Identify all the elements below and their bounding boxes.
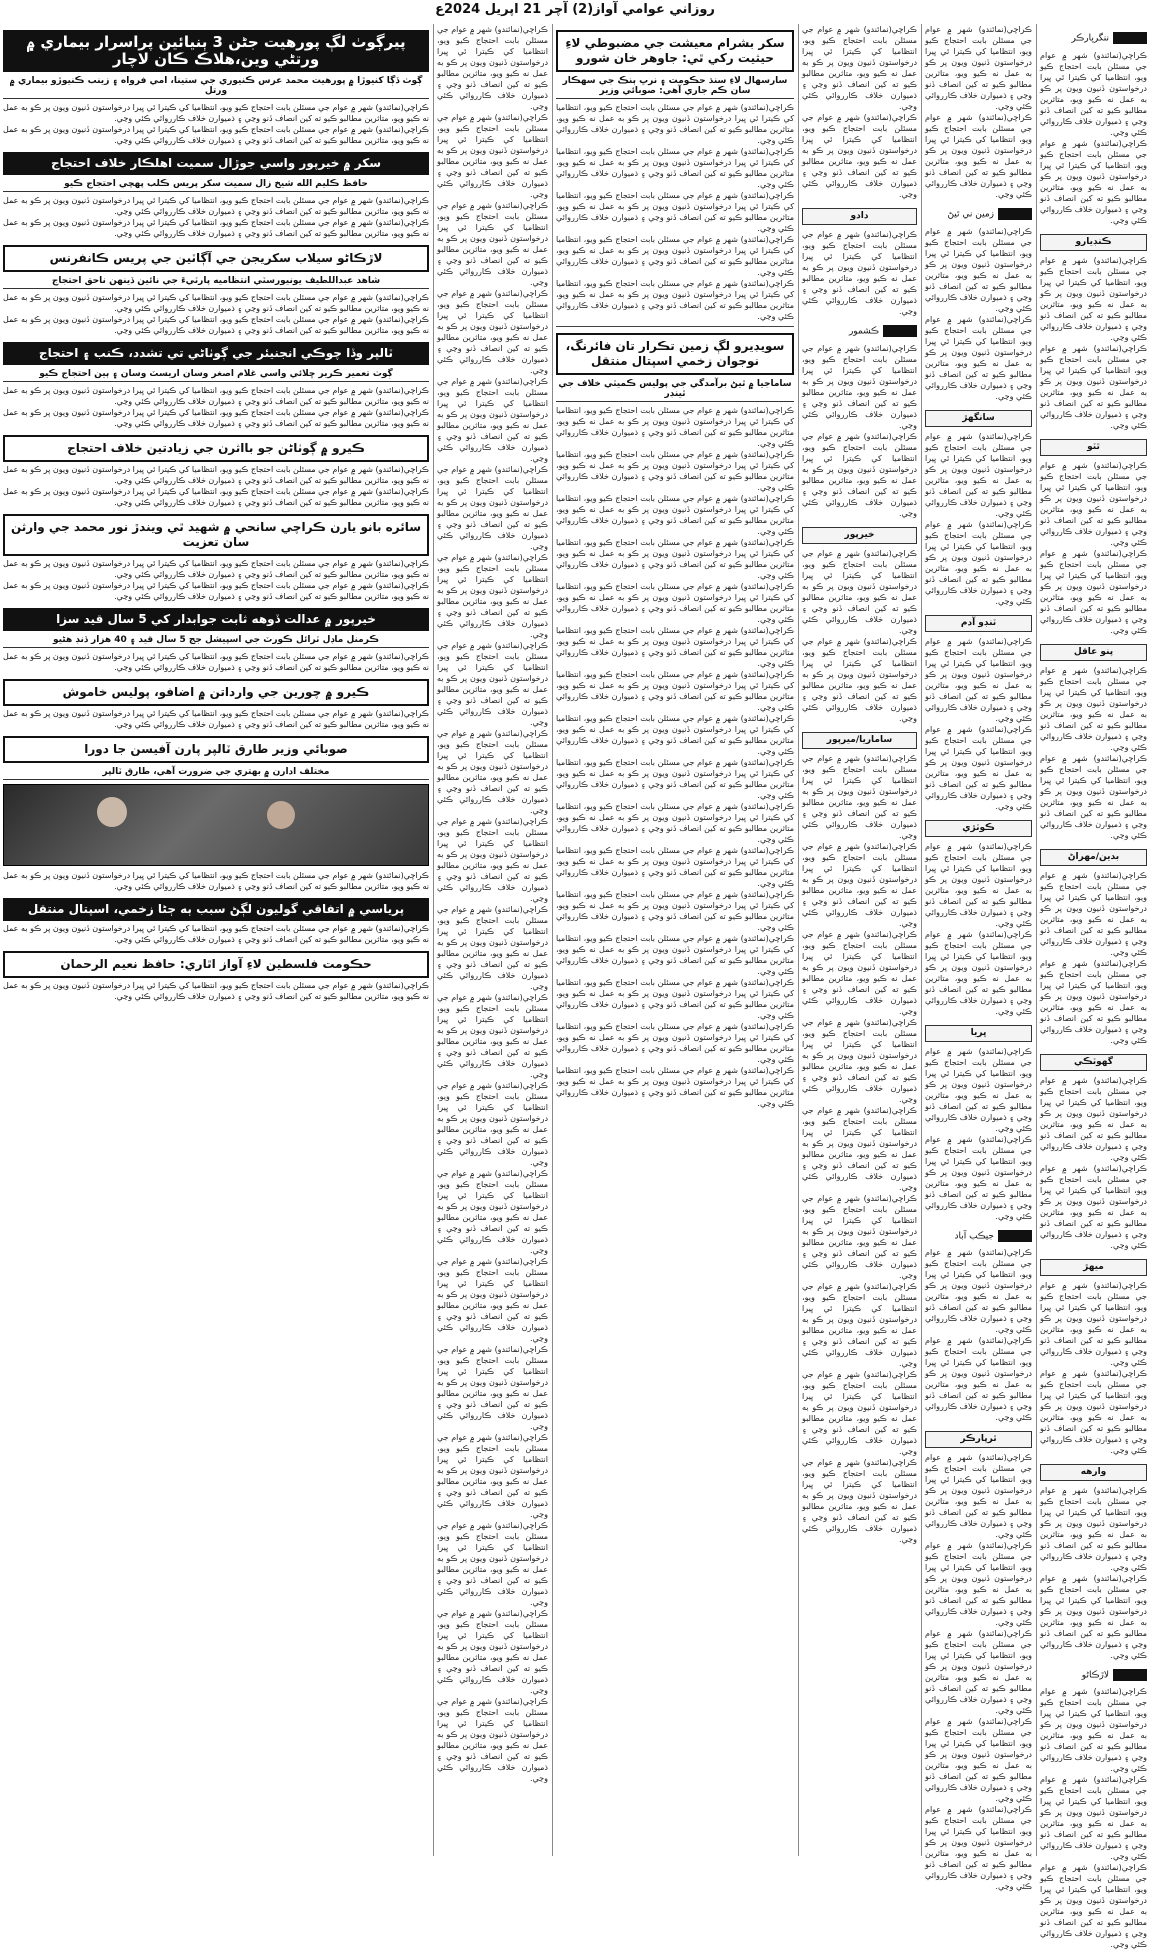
column-left [0,24,432,1856]
article-text: ڪراچي(نمائندو) شهر ۾ عوام جي مسئلن بابت احتجاج ڪيو ويو، انتظاميا کي ڪيترا ئي ڀيرا درخواستون ڏنيون ويون پر ڪو به عمل نه ڪيو ويو، متاثرين مطالبو ڪيو ته کين انصاف ڏنو وڃي ۽ ذميوارن خلاف ڪارروائي ڪئي وڃي. [925,1336,1032,1422]
headline: پرياسي ۾ اتفاقي گوليون لڳڻ سبب ٻه ڄڻا زخمي، اسپتال منتقل [3,898,429,921]
article-text: ڪراچي(نمائندو) شهر ۾ عوام جي مسئلن بابت احتجاج ڪيو ويو، انتظاميا کي ڪيترا ئي ڀيرا درخواستون ڏنيون ويون پر ڪو به عمل نه ڪيو ويو، متاثرين مطالبو ڪيو ته کين انصاف ڏنو وڃي ۽ ذميوارن خلاف ڪارروائي ڪئي وڃي. [1040,343,1147,430]
article-text: ڪراچي(نمائندو) شهر ۾ عوام جي مسئلن بابت احتجاج ڪيو ويو، انتظاميا کي ڪيترا ئي ڀيرا درخواستون ڏنيون ويون پر ڪو به عمل نه ڪيو ويو، متاثرين مطالبو ڪيو ته کين انصاف ڏنو وڃي ۽ ذميوارن خلاف ڪارروائي ڪئي وڃي. [1040,1573,1147,1660]
article-text: ڪراچي(نمائندو) شهر ۾ عوام جي مسئلن بابت احتجاج ڪيو ويو، انتظاميا کي ڪيترا ئي ڀيرا درخواستون ڏنيون ويون پر ڪو به عمل نه ڪيو ويو، متاثرين مطالبو ڪيو ته کين انصاف ڏنو وڃي ۽ ذميوارن خلاف ڪارروائي ڪئي وڃي. [1040,1863,1147,1949]
article-text: ڪراچي(نمائندو) شهر ۾ عوام جي مسئلن بابت احتجاج ڪيو ويو، انتظاميا کي ڪيترا ئي ڀيرا درخواستون ڏنيون ويون پر ڪو به عمل نه ڪيو ويو، متاثرين مطالبو ڪيو ته کين انصاف ڏنو وڃي ۽ ذميوارن خلاف ڪارروائي ڪئي وڃي. [3,408,429,428]
article-text: ڪراچي(نمائندو) شهر ۾ عوام جي مسئلن بابت احتجاج ڪيو ويو، انتظاميا کي ڪيترا ئي ڀيرا درخواستون ڏنيون ويون پر ڪو به عمل نه ڪيو ويو، متاثرين مطالبو ڪيو ته کين انصاف ڏنو وڃي ۽ ذميوارن خلاف ڪارروائي ڪئي وڃي. [1040,138,1147,225]
article-text: ڪراچي(نمائندو) شهر ۾ عوام جي مسئلن بابت احتجاج ڪيو ويو، انتظاميا کي ڪيترا ئي ڀيرا درخواستون ڏنيون ويون پر ڪو به عمل نه ڪيو ويو، متاثرين مطالبو ڪيو ته کين انصاف ڏنو وڃي ۽ ذميوارن خلاف ڪارروائي ڪئي وڃي. [802,753,917,840]
article-text: ڪراچي(نمائندو) شهر ۾ عوام جي مسئلن بابت احتجاج ڪيو ويو، انتظاميا کي ڪيترا ئي ڀيرا درخواستون ڏنيون ويون پر ڪو به عمل نه ڪيو ويو، متاثرين مطالبو ڪيو ته کين انصاف ڏنو وڃي ۽ ذميوارن خلاف ڪارروائي ڪئي وڃي. [925,636,1032,723]
article-text: ڪراچي(نمائندو) شهر ۾ عوام جي مسئلن بابت احتجاج ڪيو ويو، انتظاميا کي ڪيترا ئي ڀيرا درخواستون ڏنيون ويون پر ڪو به عمل نه ڪيو ويو، متاثرين مطالبو ڪيو ته کين انصاف ڏنو وڃي ۽ ذميوارن خلاف ڪارروائي ڪئي وڃي. [437,553,548,639]
section-tag: ڪنڊيارو [1040,234,1147,251]
article-text: ڪراچي(نمائندو) شهر ۾ عوام جي مسئلن بابت احتجاج ڪيو ويو، انتظاميا کي ڪيترا ئي ڀيرا درخواستون ڏنيون ويون پر ڪو به عمل نه ڪيو ويو، متاثرين مطالبو ڪيو ته کين انصاف ڏنو وڃي ۽ ذميوارن خلاف ڪارروائي ڪئي وڃي. [1040,753,1147,840]
article-text: ڪراچي(نمائندو) شهر ۾ عوام جي مسئلن بابت احتجاج ڪيو ويو، انتظاميا کي ڪيترا ئي ڀيرا درخواستون ڏنيون ويون پر ڪو به عمل نه ڪيو ويو، متاثرين مطالبو ڪيو ته کين انصاف ڏنو وڃي ۽ ذميوارن خلاف ڪارروائي ڪئي وڃي. [3,924,429,944]
column-5 [433,24,551,1856]
article-text: ڪراچي(نمائندو) شهر ۾ عوام جي مسئلن بابت احتجاج ڪيو ويو، انتظاميا کي ڪيترا ئي ڀيرا درخواستون ڏنيون ويون پر ڪو به عمل نه ڪيو ويو، متاثرين مطالبو ڪيو ته کين انصاف ڏنو وڃي ۽ ذميوارن خلاف ڪارروائي ڪئي وڃي. [437,113,548,199]
headline: ٽالپر وڏا چوڪي انجنيئر جي ڳوٺاڻي تي تشدد، ڪنب ۽ احتجاج [3,342,429,365]
article-text: ڪراچي(نمائندو) شهر ۾ عوام جي مسئلن بابت احتجاج ڪيو ويو، انتظاميا کي ڪيترا ئي ڀيرا درخواستون ڏنيون ويون پر ڪو به عمل نه ڪيو ويو، متاثرين مطالبو ڪيو ته کين انصاف ڏنو وڃي ۽ ذميوارن خلاف ڪارروائي ڪئي وڃي. [437,201,548,287]
article-text: ڪراچي(نمائندو) شهر ۾ عوام جي مسئلن بابت احتجاج ڪيو ويو، انتظاميا کي ڪيترا ئي ڀيرا درخواستون ڏنيون ويون پر ڪو به عمل نه ڪيو ويو، متاثرين مطالبو ڪيو ته کين انصاف ڏنو وڃي ۽ ذميوارن خلاف ڪارروائي ڪئي وڃي. [3,487,429,507]
subheadline: ڪرمنل ماڊل ٽرائل ڪورٽ جي اسپيشل جج 5 سال قيد ۽ 40 هزار ڏنڊ هڻيو [3,633,429,648]
column-2 [921,24,1035,1891]
section-tag: ننگرپارڪر [1040,32,1147,46]
article-text: ڪراچي(نمائندو) شهر ۾ عوام جي مسئلن بابت احتجاج ڪيو ويو، انتظاميا کي ڪيترا ئي ڀيرا درخواستون ڏنيون ويون پر ڪو به عمل نه ڪيو ويو، متاثرين مطالبو ڪيو ته کين انصاف ڏنو وڃي ۽ ذميوارن خلاف ڪارروائي ڪئي وڃي. [1040,870,1147,957]
column-1 [1036,24,1150,1949]
column-3 [798,24,920,1856]
article-text: ڪراچي(نمائندو) شهر ۾ عوام جي مسئلن بابت احتجاج ڪيو ويو، انتظاميا کي ڪيترا ئي ڀيرا درخواستون ڏنيون ويون پر ڪو به عمل نه ڪيو ويو، متاثرين مطالبو ڪيو ته کين انصاف ڏنو وڃي ۽ ذميوارن خلاف ڪارروائي ڪئي وڃي. [556,714,794,756]
subheadline: سارسهال لاءِ سنڌ حڪومت ۽ نرڀ ٻنڪ جي سهڪار سان ڪم جاري آهي: صوبائي وزير [556,74,794,99]
article-text: ڪراچي(نمائندو) شهر ۾ عوام جي مسئلن بابت احتجاج ڪيو ويو، انتظاميا کي ڪيترا ئي ڀيرا درخواستون ڏنيون ويون پر ڪو به عمل نه ڪيو ويو، متاثرين مطالبو ڪيو ته کين انصاف ڏنو وڃي ۽ ذميوارن خلاف ڪارروائي ڪئي وڃي. [925,1717,1032,1803]
article-text: ڪراچي(نمائندو) شهر ۾ عوام جي مسئلن بابت احتجاج ڪيو ويو، انتظاميا کي ڪيترا ئي ڀيرا درخواستون ڏنيون ويون پر ڪو به عمل نه ڪيو ويو، متاثرين مطالبو ڪيو ته کين انصاف ڏنو وڃي ۽ ذميوارن خلاف ڪارروائي ڪئي وڃي. [3,293,429,313]
article-text: ڪراچي(نمائندو) شهر ۾ عوام جي مسئلن بابت احتجاج ڪيو ويو، انتظاميا کي ڪيترا ئي ڀيرا درخواستون ڏنيون ويون پر ڪو به عمل نه ڪيو ويو، متاثرين مطالبو ڪيو ته کين انصاف ڏنو وڃي ۽ ذميوارن خلاف ڪارروائي ڪئي وڃي. [1040,1163,1147,1250]
article-text: ڪراچي(نمائندو) شهر ۾ عوام جي مسئلن بابت احتجاج ڪيو ويو، انتظاميا کي ڪيترا ئي ڀيرا درخواستون ڏنيون ويون پر ڪو به عمل نه ڪيو ويو، متاثرين مطالبو ڪيو ته کين انصاف ڏنو وڃي ۽ ذميوارن خلاف ڪارروائي ڪئي وڃي. [437,1257,548,1343]
section-tag: ميهڙ [1040,1259,1147,1276]
article-text: ڪراچي(نمائندو) شهر ۾ عوام جي مسئلن بابت احتجاج ڪيو ويو، انتظاميا کي ڪيترا ئي ڀيرا درخواستون ڏنيون ويون پر ڪو به عمل نه ڪيو ويو، متاثرين مطالبو ڪيو ته کين انصاف ڏنو وڃي ۽ ذميوارن خلاف ڪارروائي ڪئي وڃي. [437,1345,548,1431]
article-text: ڪراچي(نمائندو) شهر ۾ عوام جي مسئلن بابت احتجاج ڪيو ويو، انتظاميا کي ڪيترا ئي ڀيرا درخواستون ڏنيون ويون پر ڪو به عمل نه ڪيو ويو، متاثرين مطالبو ڪيو ته کين انصاف ڏنو وڃي ۽ ذميوارن خلاف ڪارروائي ڪئي وڃي. [437,729,548,815]
article-text: ڪراچي(نمائندو) شهر ۾ عوام جي مسئلن بابت احتجاج ڪيو ويو، انتظاميا کي ڪيترا ئي ڀيرا درخواستون ڏنيون ويون پر ڪو به عمل نه ڪيو ويو، متاثرين مطالبو ڪيو ته کين انصاف ڏنو وڃي ۽ ذميوارن خلاف ڪارروائي ڪئي وڃي. [556,802,794,844]
article-text: ڪراچي(نمائندو) شهر ۾ عوام جي مسئلن بابت احتجاج ڪيو ويو، انتظاميا کي ڪيترا ئي ڀيرا درخواستون ڏنيون ويون پر ڪو به عمل نه ڪيو ويو، متاثرين مطالبو ڪيو ته کين انصاف ڏنو وڃي ۽ ذميوارن خلاف ڪارروائي ڪئي وڃي. [556,450,794,492]
column-4 [552,24,797,1856]
article-text: ڪراچي(نمائندو) شهر ۾ عوام جي مسئلن بابت احتجاج ڪيو ويو، انتظاميا کي ڪيترا ئي ڀيرا درخواستون ڏنيون ويون پر ڪو به عمل نه ڪيو ويو، متاثرين مطالبو ڪيو ته کين انصاف ڏنو وڃي ۽ ذميوارن خلاف ڪارروائي ڪئي وڃي. [925,1134,1032,1221]
section-tag: گهوٽڪي [1040,1054,1147,1071]
article-text: ڪراچي(نمائندو) شهر ۾ عوام جي مسئلن بابت احتجاج ڪيو ويو، انتظاميا کي ڪيترا ئي ڀيرا درخواستون ڏنيون ويون پر ڪو به عمل نه ڪيو ويو، متاثرين مطالبو ڪيو ته کين انصاف ڏنو وڃي ۽ ذميوارن خلاف ڪارروائي ڪئي وڃي. [556,147,794,189]
article-text: ڪراچي(نمائندو) شهر ۾ عوام جي مسئلن بابت احتجاج ڪيو ويو، انتظاميا کي ڪيترا ئي ڀيرا درخواستون ڏنيون ويون پر ڪو به عمل نه ڪيو ويو، متاثرين مطالبو ڪيو ته کين انصاف ڏنو وڃي ۽ ذميوارن خلاف ڪارروائي ڪئي وڃي. [3,465,429,485]
article-text: ڪراچي(نمائندو) شهر ۾ عوام جي مسئلن بابت احتجاج ڪيو ويو، انتظاميا کي ڪيترا ئي ڀيرا درخواستون ڏنيون ويون پر ڪو به عمل نه ڪيو ويو، متاثرين مطالبو ڪيو ته کين انصاف ڏنو وڃي ۽ ذميوارن خلاف ڪارروائي ڪئي وڃي. [437,993,548,1079]
article-text: ڪراچي(نمائندو) شهر ۾ عوام جي مسئلن بابت احتجاج ڪيو ويو، انتظاميا کي ڪيترا ئي ڀيرا درخواستون ڏنيون ويون پر ڪو به عمل نه ڪيو ويو، متاثرين مطالبو ڪيو ته کين انصاف ڏنو وڃي ۽ ذميوارن خلاف ڪارروائي ڪئي وڃي. [556,406,794,448]
article-text: ڪراچي(نمائندو) شهر ۾ عوام جي مسئلن بابت احتجاج ڪيو ويو، انتظاميا کي ڪيترا ئي ڀيرا درخواستون ڏنيون ويون پر ڪو به عمل نه ڪيو ويو، متاثرين مطالبو ڪيو ته کين انصاف ڏنو وڃي ۽ ذميوارن خلاف ڪارروائي ڪئي وڃي. [3,386,429,406]
section-tag: ٿرپارڪر [925,1431,1032,1448]
subheadline: ساماجيا ۾ ٿيڻ برآمدگي جي پوليس ڪميٽي خلاف جي ٿينڊر [556,377,794,402]
article-text: ڪراچي(نمائندو) شهر ۾ عوام جي مسئلن بابت احتجاج ڪيو ويو، انتظاميا کي ڪيترا ئي ڀيرا درخواستون ڏنيون ويون پر ڪو به عمل نه ڪيو ويو، متاثرين مطالبو ڪيو ته کين انصاف ڏنو وڃي ۽ ذميوارن خلاف ڪارروائي ڪئي وڃي. [925,1453,1032,1539]
article-text: ڪراچي(نمائندو) شهر ۾ عوام جي مسئلن بابت احتجاج ڪيو ويو، انتظاميا کي ڪيترا ئي ڀيرا درخواستون ڏنيون ويون پر ڪو به عمل نه ڪيو ويو، متاثرين مطالبو ڪيو ته کين انصاف ڏنو وڃي ۽ ذميوارن خلاف ڪارروائي ڪئي وڃي. [437,465,548,551]
masthead: روزاني عوامي آواز(2) آچر 21 اپريل 2024ع [435,2,715,17]
article-text: ڪراچي(نمائندو) شهر ۾ عوام جي مسئلن بابت احتجاج ڪيو ويو، انتظاميا کي ڪيترا ئي ڀيرا درخواستون ڏنيون ويون پر ڪو به عمل نه ڪيو ويو، متاثرين مطالبو ڪيو ته کين انصاف ڏنو وڃي ۽ ذميوارن خلاف ڪارروائي ڪئي وڃي. [1040,1687,1147,1773]
article-text: ڪراچي(نمائندو) شهر ۾ عوام جي مسئلن بابت احتجاج ڪيو ويو، انتظاميا کي ڪيترا ئي ڀيرا درخواستون ڏنيون ويون پر ڪو به عمل نه ڪيو ويو، متاثرين مطالبو ڪيو ته کين انصاف ڏنو وڃي ۽ ذميوارن خلاف ڪارروائي ڪئي وڃي. [1040,1485,1147,1572]
article-text: ڪراچي(نمائندو) شهر ۾ عوام جي مسئلن بابت احتجاج ڪيو ويو، انتظاميا کي ڪيترا ئي ڀيرا درخواستون ڏنيون ويون پر ڪو به عمل نه ڪيو ويو، متاثرين مطالبو ڪيو ته کين انصاف ڏنو وڃي ۽ ذميوارن خلاف ڪارروائي ڪئي وڃي. [437,1609,548,1695]
article-text: ڪراچي(نمائندو) شهر ۾ عوام جي مسئلن بابت احتجاج ڪيو ويو، انتظاميا کي ڪيترا ئي ڀيرا درخواستون ڏنيون ويون پر ڪو به عمل نه ڪيو ويو، متاثرين مطالبو ڪيو ته کين انصاف ڏنو وڃي ۽ ذميوارن خلاف ڪارروائي ڪئي وڃي. [1040,255,1147,342]
section-tag: سانگھڙ [925,410,1032,427]
article-text: ڪراچي(نمائندو) شهر ۾ عوام جي مسئلن بابت احتجاج ڪيو ويو، انتظاميا کي ڪيترا ئي ڀيرا درخواستون ڏنيون ويون پر ڪو به عمل نه ڪيو ويو، متاثرين مطالبو ڪيو ته کين انصاف ڏنو وڃي ۽ ذميوارن خلاف ڪارروائي ڪئي وڃي. [925,1541,1032,1627]
headline: سکر بشرام معيشت جي مضبوطي لاءِ حيثيت رکي ٿي: جاوهر خان شورو [556,30,794,72]
subheadline: شاهد عبداللطيف يونيورسٽي انتظاميه پارٽيءَ جي نائين ڏينهن ناحق احتجاج [3,274,429,289]
article-text: ڪراچي(نمائندو) شهر ۾ عوام جي مسئلن بابت احتجاج ڪيو ويو، انتظاميا کي ڪيترا ئي ڀيرا درخواستون ڏنيون ويون پر ڪو به عمل نه ڪيو ويو، متاثرين مطالبو ڪيو ته کين انصاف ڏنو وڃي ۽ ذميوارن خلاف ڪارروائي ڪئي وڃي. [925,519,1032,606]
section-tag: دادو [802,208,917,225]
article-text: ڪراچي(نمائندو) شهر ۾ عوام جي مسئلن بابت احتجاج ڪيو ويو، انتظاميا کي ڪيترا ئي ڀيرا درخواستون ڏنيون ويون پر ڪو به عمل نه ڪيو ويو، متاثرين مطالبو ڪيو ته کين انصاف ڏنو وڃي ۽ ذميوارن خلاف ڪارروائي ڪئي وڃي. [556,626,794,668]
article-text: ڪراچي(نمائندو) شهر ۾ عوام جي مسئلن بابت احتجاج ڪيو ويو، انتظاميا کي ڪيترا ئي ڀيرا درخواستون ڏنيون ويون پر ڪو به عمل نه ڪيو ويو، متاثرين مطالبو ڪيو ته کين انصاف ڏنو وڃي ۽ ذميوارن خلاف ڪارروائي ڪئي وڃي. [1040,50,1147,137]
article-text: ڪراچي(نمائندو) شهر ۾ عوام جي مسئلن بابت احتجاج ڪيو ويو، انتظاميا کي ڪيترا ئي ڀيرا درخواستون ڏنيون ويون پر ڪو به عمل نه ڪيو ويو، متاثرين مطالبو ڪيو ته کين انصاف ڏنو وڃي ۽ ذميوارن خلاف ڪارروائي ڪئي وڃي. [556,758,794,800]
article-text: ڪراچي(نمائندو) شهر ۾ عوام جي مسئلن بابت احتجاج ڪيو ويو، انتظاميا کي ڪيترا ئي ڀيرا درخواستون ڏنيون ويون پر ڪو به عمل نه ڪيو ويو، متاثرين مطالبو ڪيو ته کين انصاف ڏنو وڃي ۽ ذميوارن خلاف ڪارروائي ڪئي وڃي. [556,103,794,145]
section-tag: ڪوٽڙي [925,820,1032,837]
article-text: ڪراچي(نمائندو) شهر ۾ عوام جي مسئلن بابت احتجاج ڪيو ويو، انتظاميا کي ڪيترا ئي ڀيرا درخواستون ڏنيون ويون پر ڪو به عمل نه ڪيو ويو، متاثرين مطالبو ڪيو ته کين انصاف ڏنو وڃي ۽ ذميوارن خلاف ڪارروائي ڪئي وڃي. [925,431,1032,518]
article-text: ڪراچي(نمائندو) شهر ۾ عوام جي مسئلن بابت احتجاج ڪيو ويو، انتظاميا کي ڪيترا ئي ڀيرا درخواستون ڏنيون ويون پر ڪو به عمل نه ڪيو ويو، متاثرين مطالبو ڪيو ته کين انصاف ڏنو وڃي ۽ ذميوارن خلاف ڪارروائي ڪئي وڃي. [1040,1775,1147,1861]
article-text: ڪراچي(نمائندو) شهر ۾ عوام جي مسئلن بابت احتجاج ڪيو ويو، انتظاميا کي ڪيترا ئي ڀيرا درخواستون ڏنيون ويون پر ڪو به عمل نه ڪيو ويو، متاثرين مطالبو ڪيو ته کين انصاف ڏنو وڃي ۽ ذميوارن خلاف ڪارروائي ڪئي وڃي. [556,494,794,536]
subheadline: مختلف ادارن ۾ بهتري جي ضرورت آهي، طارق ٽالپر [3,765,429,780]
headline: سويڊيرو لڳ زمين تڪرار تان فائرنگ، نوجوان زخمي اسپتال منتقل [556,333,794,375]
article-text: ڪراچي(نمائندو) شهر ۾ عوام جي مسئلن بابت احتجاج ڪيو ويو، انتظاميا کي ڪيترا ئي ڀيرا درخواستون ڏنيون ويون پر ڪو به عمل نه ڪيو ويو، متاثرين مطالبو ڪيو ته کين انصاف ڏنو وڃي ۽ ذميوارن خلاف ڪارروائي ڪئي وڃي. [437,1081,548,1167]
article-text: ڪراچي(نمائندو) شهر ۾ عوام جي مسئلن بابت احتجاج ڪيو ويو، انتظاميا کي ڪيترا ئي ڀيرا درخواستون ڏنيون ويون پر ڪو به عمل نه ڪيو ويو، متاثرين مطالبو ڪيو ته کين انصاف ڏنو وڃي ۽ ذميوارن خلاف ڪارروائي ڪئي وڃي. [925,314,1032,401]
article-text: ڪراچي(نمائندو) شهر ۾ عوام جي مسئلن بابت احتجاج ڪيو ويو، انتظاميا کي ڪيترا ئي ڀيرا درخواستون ڏنيون ويون پر ڪو به عمل نه ڪيو ويو، متاثرين مطالبو ڪيو ته کين انصاف ڏنو وڃي ۽ ذميوارن خلاف ڪارروائي ڪئي وڃي. [3,315,429,335]
article-text: ڪراچي(نمائندو) شهر ۾ عوام جي مسئلن بابت احتجاج ڪيو ويو، انتظاميا کي ڪيترا ئي ڀيرا درخواستون ڏنيون ويون پر ڪو به عمل نه ڪيو ويو، متاثرين مطالبو ڪيو ته کين انصاف ڏنو وڃي ۽ ذميوارن خلاف ڪارروائي ڪئي وڃي. [1040,665,1147,752]
article-text: ڪراچي(نمائندو) شهر ۾ عوام جي مسئلن بابت احتجاج ڪيو ويو، انتظاميا کي ڪيترا ئي ڀيرا درخواستون ڏنيون ويون پر ڪو به عمل نه ڪيو ويو، متاثرين مطالبو ڪيو ته کين انصاف ڏنو وڃي ۽ ذميوارن خلاف ڪارروائي ڪئي وڃي. [1040,1368,1147,1455]
headline: حڪومت فلسطين لاءِ آواز اٿاري: حافظ نعيم الرحمان [3,951,429,978]
article-text: ڪراچي(نمائندو) شهر ۾ عوام جي مسئلن بابت احتجاج ڪيو ويو، انتظاميا کي ڪيترا ئي ڀيرا درخواستون ڏنيون ويون پر ڪو به عمل نه ڪيو ويو، متاثرين مطالبو ڪيو ته کين انصاف ڏنو وڃي ۽ ذميوارن خلاف ڪارروائي ڪئي وڃي. [1040,460,1147,547]
section-tag: بدين/مهراڻ [1040,849,1147,866]
news-photo [3,784,429,866]
article-text: ڪراچي(نمائندو) شهر ۾ عوام جي مسئلن بابت احتجاج ڪيو ويو، انتظاميا کي ڪيترا ئي ڀيرا درخواستون ڏنيون ويون پر ڪو به عمل نه ڪيو ويو، متاثرين مطالبو ڪيو ته کين انصاف ڏنو وڃي ۽ ذميوارن خلاف ڪارروائي ڪئي وڃي. [3,125,429,145]
article-text: ڪراچي(نمائندو) شهر ۾ عوام جي مسئلن بابت احتجاج ڪيو ويو، انتظاميا کي ڪيترا ئي ڀيرا درخواستون ڏنيون ويون پر ڪو به عمل نه ڪيو ويو، متاثرين مطالبو ڪيو ته کين انصاف ڏنو وڃي ۽ ذميوارن خلاف ڪارروائي ڪئي وڃي. [3,559,429,579]
section-tag: پنو عاقل [1040,644,1147,661]
article-text: ڪراچي(نمائندو) شهر ۾ عوام جي مسئلن بابت احتجاج ڪيو ويو، انتظاميا کي ڪيترا ئي ڀيرا درخواستون ڏنيون ويون پر ڪو به عمل نه ڪيو ويو، متاثرين مطالبو ڪيو ته کين انصاف ڏنو وڃي ۽ ذميوارن خلاف ڪارروائي ڪئي وڃي. [802,636,917,723]
article-text: ڪراچي(نمائندو) شهر ۾ عوام جي مسئلن بابت احتجاج ڪيو ويو، انتظاميا کي ڪيترا ئي ڀيرا درخواستون ڏنيون ويون پر ڪو به عمل نه ڪيو ويو، متاثرين مطالبو ڪيو ته کين انصاف ڏنو وڃي ۽ ذميوارن خلاف ڪارروائي ڪئي وڃي. [802,1369,917,1456]
article-text: ڪراچي(نمائندو) شهر ۾ عوام جي مسئلن بابت احتجاج ڪيو ويو، انتظاميا کي ڪيترا ئي ڀيرا درخواستون ڏنيون ويون پر ڪو به عمل نه ڪيو ويو، متاثرين مطالبو ڪيو ته کين انصاف ڏنو وڃي ۽ ذميوارن خلاف ڪارروائي ڪئي وڃي. [556,978,794,1020]
article-text: ڪراچي(نمائندو) شهر ۾ عوام جي مسئلن بابت احتجاج ڪيو ويو، انتظاميا کي ڪيترا ئي ڀيرا درخواستون ڏنيون ويون پر ڪو به عمل نه ڪيو ويو، متاثرين مطالبو ڪيو ته کين انصاف ڏنو وڃي ۽ ذميوارن خلاف ڪارروائي ڪئي وڃي. [437,641,548,727]
article-text: ڪراچي(نمائندو) شهر ۾ عوام جي مسئلن بابت احتجاج ڪيو ويو، انتظاميا کي ڪيترا ئي ڀيرا درخواستون ڏنيون ويون پر ڪو به عمل نه ڪيو ويو، متاثرين مطالبو ڪيو ته کين انصاف ڏنو وڃي ۽ ذميوارن خلاف ڪارروائي ڪئي وڃي. [802,1193,917,1280]
section-tag: ساماريا/ميرپور [802,732,917,749]
article-text: ڪراچي(نمائندو) شهر ۾ عوام جي مسئلن بابت احتجاج ڪيو ويو، انتظاميا کي ڪيترا ئي ڀيرا درخواستون ڏنيون ويون پر ڪو به عمل نه ڪيو ويو، متاثرين مطالبو ڪيو ته کين انصاف ڏنو وڃي ۽ ذميوارن خلاف ڪارروائي ڪئي وڃي. [556,670,794,712]
article-text: ڪراچي(نمائندو) شهر ۾ عوام جي مسئلن بابت احتجاج ڪيو ويو، انتظاميا کي ڪيترا ئي ڀيرا درخواستون ڏنيون ويون پر ڪو به عمل نه ڪيو ويو، متاثرين مطالبو ڪيو ته کين انصاف ڏنو وڃي ۽ ذميوارن خلاف ڪارروائي ڪئي وڃي. [802,113,917,199]
subheadline: حافظ ڪليم الله شيخ زال سميت سکر پريس ڪلب پهچي احتجاج ڪيو [3,177,429,192]
article-text: ڪراچي(نمائندو) شهر ۾ عوام جي مسئلن بابت احتجاج ڪيو ويو، انتظاميا کي ڪيترا ئي ڀيرا درخواستون ڏنيون ويون پر ڪو به عمل نه ڪيو ويو، متاثرين مطالبو ڪيو ته کين انصاف ڏنو وڃي ۽ ذميوارن خلاف ڪارروائي ڪئي وڃي. [802,1017,917,1104]
article-text: ڪراچي(نمائندو) شهر ۾ عوام جي مسئلن بابت احتجاج ڪيو ويو، انتظاميا کي ڪيترا ئي ڀيرا درخواستون ڏنيون ويون پر ڪو به عمل نه ڪيو ويو، متاثرين مطالبو ڪيو ته کين انصاف ڏنو وڃي ۽ ذميوارن خلاف ڪارروائي ڪئي وڃي. [556,538,794,580]
article-text: ڪراچي(نمائندو) شهر ۾ عوام جي مسئلن بابت احتجاج ڪيو ويو، انتظاميا کي ڪيترا ئي ڀيرا درخواستون ڏنيون ويون پر ڪو به عمل نه ڪيو ويو، متاثرين مطالبو ڪيو ته کين انصاف ڏنو وڃي ۽ ذميوارن خلاف ڪارروائي ڪئي وڃي. [556,1066,794,1108]
article-text: ڪراچي(نمائندو) شهر ۾ عوام جي مسئلن بابت احتجاج ڪيو ويو، انتظاميا کي ڪيترا ئي ڀيرا درخواستون ڏنيون ويون پر ڪو به عمل نه ڪيو ويو، متاثرين مطالبو ڪيو ته کين انصاف ڏنو وڃي ۽ ذميوارن خلاف ڪارروائي ڪئي وڃي. [437,1521,548,1607]
article-text: ڪراچي(نمائندو) شهر ۾ عوام جي مسئلن بابت احتجاج ڪيو ويو، انتظاميا کي ڪيترا ئي ڀيرا درخواستون ڏنيون ويون پر ڪو به عمل نه ڪيو ويو، متاثرين مطالبو ڪيو ته کين انصاف ڏنو وڃي ۽ ذميوارن خلاف ڪارروائي ڪئي وڃي. [802,343,917,430]
article-text: ڪراچي(نمائندو) شهر ۾ عوام جي مسئلن بابت احتجاج ڪيو ويو، انتظاميا کي ڪيترا ئي ڀيرا درخواستون ڏنيون ويون پر ڪو به عمل نه ڪيو ويو، متاثرين مطالبو ڪيو ته کين انصاف ڏنو وڃي ۽ ذميوارن خلاف ڪارروائي ڪئي وڃي. [556,582,794,624]
article-text: ڪراچي(نمائندو) شهر ۾ عوام جي مسئلن بابت احتجاج ڪيو ويو، انتظاميا کي ڪيترا ئي ڀيرا درخواستون ڏنيون ويون پر ڪو به عمل نه ڪيو ويو، متاثرين مطالبو ڪيو ته کين انصاف ڏنو وڃي ۽ ذميوارن خلاف ڪارروائي ڪئي وڃي. [556,1022,794,1064]
article-text: ڪراچي(نمائندو) شهر ۾ عوام جي مسئلن بابت احتجاج ڪيو ويو، انتظاميا کي ڪيترا ئي ڀيرا درخواستون ڏنيون ويون پر ڪو به عمل نه ڪيو ويو، متاثرين مطالبو ڪيو ته کين انصاف ڏنو وڃي ۽ ذميوارن خلاف ڪارروائي ڪئي وڃي. [802,841,917,928]
article-text: ڪراچي(نمائندو) شهر ۾ عوام جي مسئلن بابت احتجاج ڪيو ويو، انتظاميا کي ڪيترا ئي ڀيرا درخواستون ڏنيون ويون پر ڪو به عمل نه ڪيو ويو، متاثرين مطالبو ڪيو ته کين انصاف ڏنو وڃي ۽ ذميوارن خلاف ڪارروائي ڪئي وڃي. [802,929,917,1016]
article-text: ڪراچي(نمائندو) شهر ۾ عوام جي مسئلن بابت احتجاج ڪيو ويو، انتظاميا کي ڪيترا ئي ڀيرا درخواستون ڏنيون ويون پر ڪو به عمل نه ڪيو ويو، متاثرين مطالبو ڪيو ته کين انصاف ڏنو وڃي ۽ ذميوارن خلاف ڪارروائي ڪئي وڃي. [802,431,917,518]
section-tag: لاڙڪاڻو [1040,1669,1147,1683]
article-text: ڪراچي(نمائندو) شهر ۾ عوام جي مسئلن بابت احتجاج ڪيو ويو، انتظاميا کي ڪيترا ئي ڀيرا درخواستون ڏنيون ويون پر ڪو به عمل نه ڪيو ويو، متاثرين مطالبو ڪيو ته کين انصاف ڏنو وڃي ۽ ذميوارن خلاف ڪارروائي ڪئي وڃي. [925,841,1032,928]
article-text: ڪراچي(نمائندو) شهر ۾ عوام جي مسئلن بابت احتجاج ڪيو ويو، انتظاميا کي ڪيترا ئي ڀيرا درخواستون ڏنيون ويون پر ڪو به عمل نه ڪيو ويو، متاثرين مطالبو ڪيو ته کين انصاف ڏنو وڃي ۽ ذميوارن خلاف ڪارروائي ڪئي وڃي. [3,103,429,123]
article-text: ڪراچي(نمائندو) شهر ۾ عوام جي مسئلن بابت احتجاج ڪيو ويو، انتظاميا کي ڪيترا ئي ڀيرا درخواستون ڏنيون ويون پر ڪو به عمل نه ڪيو ويو، متاثرين مطالبو ڪيو ته کين انصاف ڏنو وڃي ۽ ذميوارن خلاف ڪارروائي ڪئي وڃي. [3,581,429,601]
article-text: ڪراچي(نمائندو) شهر ۾ عوام جي مسئلن بابت احتجاج ڪيو ويو، انتظاميا کي ڪيترا ئي ڀيرا درخواستون ڏنيون ويون پر ڪو به عمل نه ڪيو ويو، متاثرين مطالبو ڪيو ته کين انصاف ڏنو وڃي ۽ ذميوارن خلاف ڪارروائي ڪئي وڃي. [802,1457,917,1544]
headline: ڪيرو ۾ ڳوٺاڻن جو بااثرن جي زيادتين خلاف احتجاج [3,435,429,462]
article-text: ڪراچي(نمائندو) شهر ۾ عوام جي مسئلن بابت احتجاج ڪيو ويو، انتظاميا کي ڪيترا ئي ڀيرا درخواستون ڏنيون ويون پر ڪو به عمل نه ڪيو ويو، متاثرين مطالبو ڪيو ته کين انصاف ڏنو وڃي ۽ ذميوارن خلاف ڪارروائي ڪئي وڃي. [437,905,548,991]
article-text: ڪراچي(نمائندو) شهر ۾ عوام جي مسئلن بابت احتجاج ڪيو ويو، انتظاميا کي ڪيترا ئي ڀيرا درخواستون ڏنيون ويون پر ڪو به عمل نه ڪيو ويو، متاثرين مطالبو ڪيو ته کين انصاف ڏنو وڃي ۽ ذميوارن خلاف ڪارروائي ڪئي وڃي. [1040,958,1147,1045]
headline: صوبائي وزير طارق ٽالپر پارن آفيسن جا دورا [3,736,429,763]
article-text: ڪراچي(نمائندو) شهر ۾ عوام جي مسئلن بابت احتجاج ڪيو ويو، انتظاميا کي ڪيترا ئي ڀيرا درخواستون ڏنيون ويون پر ڪو به عمل نه ڪيو ويو، متاثرين مطالبو ڪيو ته کين انصاف ڏنو وڃي ۽ ذميوارن خلاف ڪارروائي ڪئي وڃي. [802,230,917,316]
headline: سکر ۾ خيرپور واسي جوڙال سميت اهلڪار خلاف احتجاج [3,152,429,175]
section-tag: ڀريا [925,1025,1032,1042]
article-text: ڪراچي(نمائندو) شهر ۾ عوام جي مسئلن بابت احتجاج ڪيو ويو، انتظاميا کي ڪيترا ئي ڀيرا درخواستون ڏنيون ويون پر ڪو به عمل نه ڪيو ويو، متاثرين مطالبو ڪيو ته کين انصاف ڏنو وڃي ۽ ذميوارن خلاف ڪارروائي ڪئي وڃي. [3,709,429,729]
article-text: ڪراچي(نمائندو) شهر ۾ عوام جي مسئلن بابت احتجاج ڪيو ويو، انتظاميا کي ڪيترا ئي ڀيرا درخواستون ڏنيون ويون پر ڪو به عمل نه ڪيو ويو، متاثرين مطالبو ڪيو ته کين انصاف ڏنو وڃي ۽ ذميوارن خلاف ڪارروائي ڪئي وڃي. [1040,1075,1147,1162]
headline: سائره بانو يارن ڪراچي سانحي ۾ شهيد ٿي ويندڙ نور محمد جي وارثن سان تعزيت [3,514,429,556]
article-text: ڪراچي(نمائندو) شهر ۾ عوام جي مسئلن بابت احتجاج ڪيو ويو، انتظاميا کي ڪيترا ئي ڀيرا درخواستون ڏنيون ويون پر ڪو به عمل نه ڪيو ويو، متاثرين مطالبو ڪيو ته کين انصاف ڏنو وڃي ۽ ذميوارن خلاف ڪارروائي ڪئي وڃي. [3,218,429,238]
section-tag: جيڪب آباد [925,1230,1032,1244]
article-text: ڪراچي(نمائندو) شهر ۾ عوام جي مسئلن بابت احتجاج ڪيو ويو، انتظاميا کي ڪيترا ئي ڀيرا درخواستون ڏنيون ويون پر ڪو به عمل نه ڪيو ويو، متاثرين مطالبو ڪيو ته کين انصاف ڏنو وڃي ۽ ذميوارن خلاف ڪارروائي ڪئي وڃي. [556,191,794,233]
article-text: ڪراچي(نمائندو) شهر ۾ عوام جي مسئلن بابت احتجاج ڪيو ويو، انتظاميا کي ڪيترا ئي ڀيرا درخواستون ڏنيون ويون پر ڪو به عمل نه ڪيو ويو، متاثرين مطالبو ڪيو ته کين انصاف ڏنو وڃي ۽ ذميوارن خلاف ڪارروائي ڪئي وڃي. [1040,1280,1147,1367]
article-text: ڪراچي(نمائندو) شهر ۾ عوام جي مسئلن بابت احتجاج ڪيو ويو، انتظاميا کي ڪيترا ئي ڀيرا درخواستون ڏنيون ويون پر ڪو به عمل نه ڪيو ويو، متاثرين مطالبو ڪيو ته کين انصاف ڏنو وڃي ۽ ذميوارن خلاف ڪارروائي ڪئي وڃي. [3,196,429,216]
headline: خيرپور ۾ عدالت ڏوهه ثابت جوابدار کي 5 سال قيد سزا [3,608,429,631]
article-text: ڪراچي(نمائندو) شهر ۾ عوام جي مسئلن بابت احتجاج ڪيو ويو، انتظاميا کي ڪيترا ئي ڀيرا درخواستون ڏنيون ويون پر ڪو به عمل نه ڪيو ويو، متاثرين مطالبو ڪيو ته کين انصاف ڏنو وڃي ۽ ذميوارن خلاف ڪارروائي ڪئي وڃي. [925,113,1032,199]
article-text: ڪراچي(نمائندو) شهر ۾ عوام جي مسئلن بابت احتجاج ڪيو ويو، انتظاميا کي ڪيترا ئي ڀيرا درخواستون ڏنيون ويون پر ڪو به عمل نه ڪيو ويو، متاثرين مطالبو ڪيو ته کين انصاف ڏنو وڃي ۽ ذميوارن خلاف ڪارروائي ڪئي وڃي. [556,934,794,976]
divider [556,326,794,327]
article-text: ڪراچي(نمائندو) شهر ۾ عوام جي مسئلن بابت احتجاج ڪيو ويو، انتظاميا کي ڪيترا ئي ڀيرا درخواستون ڏنيون ويون پر ڪو به عمل نه ڪيو ويو، متاثرين مطالبو ڪيو ته کين انصاف ڏنو وڃي ۽ ذميوارن خلاف ڪارروائي ڪئي وڃي. [925,1629,1032,1715]
article-text: ڪراچي(نمائندو) شهر ۾ عوام جي مسئلن بابت احتجاج ڪيو ويو، انتظاميا کي ڪيترا ئي ڀيرا درخواستون ڏنيون ويون پر ڪو به عمل نه ڪيو ويو، متاثرين مطالبو ڪيو ته کين انصاف ڏنو وڃي ۽ ذميوارن خلاف ڪارروائي ڪئي وڃي. [437,1433,548,1519]
article-text: ڪراچي(نمائندو) شهر ۾ عوام جي مسئلن بابت احتجاج ڪيو ويو، انتظاميا کي ڪيترا ئي ڀيرا درخواستون ڏنيون ويون پر ڪو به عمل نه ڪيو ويو، متاثرين مطالبو ڪيو ته کين انصاف ڏنو وڃي ۽ ذميوارن خلاف ڪارروائي ڪئي وڃي. [802,25,917,111]
article-text: ڪراچي(نمائندو) شهر ۾ عوام جي مسئلن بابت احتجاج ڪيو ويو، انتظاميا کي ڪيترا ئي ڀيرا درخواستون ڏنيون ويون پر ڪو به عمل نه ڪيو ويو، متاثرين مطالبو ڪيو ته کين انصاف ڏنو وڃي ۽ ذميوارن خلاف ڪارروائي ڪئي وڃي. [925,1248,1032,1334]
article-text: ڪراچي(نمائندو) شهر ۾ عوام جي مسئلن بابت احتجاج ڪيو ويو، انتظاميا کي ڪيترا ئي ڀيرا درخواستون ڏنيون ويون پر ڪو به عمل نه ڪيو ويو، متاثرين مطالبو ڪيو ته کين انصاف ڏنو وڃي ۽ ذميوارن خلاف ڪارروائي ڪئي وڃي. [556,279,794,321]
article-text: ڪراچي(نمائندو) شهر ۾ عوام جي مسئلن بابت احتجاج ڪيو ويو، انتظاميا کي ڪيترا ئي ڀيرا درخواستون ڏنيون ويون پر ڪو به عمل نه ڪيو ويو، متاثرين مطالبو ڪيو ته کين انصاف ڏنو وڃي ۽ ذميوارن خلاف ڪارروائي ڪئي وڃي. [925,929,1032,1016]
article-text: ڪراچي(نمائندو) شهر ۾ عوام جي مسئلن بابت احتجاج ڪيو ويو، انتظاميا کي ڪيترا ئي ڀيرا درخواستون ڏنيون ويون پر ڪو به عمل نه ڪيو ويو، متاثرين مطالبو ڪيو ته کين انصاف ڏنو وڃي ۽ ذميوارن خلاف ڪارروائي ڪئي وڃي. [3,981,429,1001]
article-text: ڪراچي(نمائندو) شهر ۾ عوام جي مسئلن بابت احتجاج ڪيو ويو، انتظاميا کي ڪيترا ئي ڀيرا درخواستون ڏنيون ويون پر ڪو به عمل نه ڪيو ويو، متاثرين مطالبو ڪيو ته کين انصاف ڏنو وڃي ۽ ذميوارن خلاف ڪارروائي ڪئي وڃي. [802,1105,917,1192]
article-text: ڪراچي(نمائندو) شهر ۾ عوام جي مسئلن بابت احتجاج ڪيو ويو، انتظاميا کي ڪيترا ئي ڀيرا درخواستون ڏنيون ويون پر ڪو به عمل نه ڪيو ويو، متاثرين مطالبو ڪيو ته کين انصاف ڏنو وڃي ۽ ذميوارن خلاف ڪارروائي ڪئي وڃي. [925,1805,1032,1891]
article-text: ڪراچي(نمائندو) شهر ۾ عوام جي مسئلن بابت احتجاج ڪيو ويو، انتظاميا کي ڪيترا ئي ڀيرا درخواستون ڏنيون ويون پر ڪو به عمل نه ڪيو ويو، متاثرين مطالبو ڪيو ته کين انصاف ڏنو وڃي ۽ ذميوارن خلاف ڪارروائي ڪئي وڃي. [925,25,1032,111]
section-tag: وارهه [1040,1464,1147,1481]
article-text: ڪراچي(نمائندو) شهر ۾ عوام جي مسئلن بابت احتجاج ڪيو ويو، انتظاميا کي ڪيترا ئي ڀيرا درخواستون ڏنيون ويون پر ڪو به عمل نه ڪيو ويو، متاثرين مطالبو ڪيو ته کين انصاف ڏنو وڃي ۽ ذميوارن خلاف ڪارروائي ڪئي وڃي. [437,817,548,903]
section-tag: خيرپور [802,527,917,544]
article-text: ڪراچي(نمائندو) شهر ۾ عوام جي مسئلن بابت احتجاج ڪيو ويو، انتظاميا کي ڪيترا ئي ڀيرا درخواستون ڏنيون ويون پر ڪو به عمل نه ڪيو ويو، متاثرين مطالبو ڪيو ته کين انصاف ڏنو وڃي ۽ ذميوارن خلاف ڪارروائي ڪئي وڃي. [3,652,429,672]
section-tag: ڪشمور [802,325,917,339]
subheadline: ڳوٺ ڏڳا کنيوڙا ۾ پورهيت محمد عرس ڪنيوري جي ستينا، امي فرواه ۽ زينب ڪنيوڙو بيماري ۾ ورتل [3,74,429,99]
article-text: ڪراچي(نمائندو) شهر ۾ عوام جي مسئلن بابت احتجاج ڪيو ويو، انتظاميا کي ڪيترا ئي ڀيرا درخواستون ڏنيون ويون پر ڪو به عمل نه ڪيو ويو، متاثرين مطالبو ڪيو ته کين انصاف ڏنو وڃي ۽ ذميوارن خلاف ڪارروائي ڪئي وڃي. [437,377,548,463]
section-tag: زمين ني ٿيڻ [925,208,1032,222]
headline: پيرڳوٺ لڳ پورهيت جڻن 3 ٻنيائين پراسرار بيماري ۾ ورتڻي وين،هلاڪ ڪان لاچار [3,30,429,72]
article-text: ڪراچي(نمائندو) شهر ۾ عوام جي مسئلن بابت احتجاج ڪيو ويو، انتظاميا کي ڪيترا ئي ڀيرا درخواستون ڏنيون ويون پر ڪو به عمل نه ڪيو ويو، متاثرين مطالبو ڪيو ته کين انصاف ڏنو وڃي ۽ ذميوارن خلاف ڪارروائي ڪئي وڃي. [437,1169,548,1255]
article-text: ڪراچي(نمائندو) شهر ۾ عوام جي مسئلن بابت احتجاج ڪيو ويو، انتظاميا کي ڪيترا ئي ڀيرا درخواستون ڏنيون ويون پر ڪو به عمل نه ڪيو ويو، متاثرين مطالبو ڪيو ته کين انصاف ڏنو وڃي ۽ ذميوارن خلاف ڪارروائي ڪئي وڃي. [437,289,548,375]
section-tag: ٽنڊو آدم [925,615,1032,632]
headline: لاڙڪاڻو سيلاب سکريجن جي آڳاٽين جي پريس ڪانفرنس [3,245,429,272]
article-text: ڪراچي(نمائندو) شهر ۾ عوام جي مسئلن بابت احتجاج ڪيو ويو، انتظاميا کي ڪيترا ئي ڀيرا درخواستون ڏنيون ويون پر ڪو به عمل نه ڪيو ويو، متاثرين مطالبو ڪيو ته کين انصاف ڏنو وڃي ۽ ذميوارن خلاف ڪارروائي ڪئي وڃي. [925,724,1032,811]
article-text: ڪراچي(نمائندو) شهر ۾ عوام جي مسئلن بابت احتجاج ڪيو ويو، انتظاميا کي ڪيترا ئي ڀيرا درخواستون ڏنيون ويون پر ڪو به عمل نه ڪيو ويو، متاثرين مطالبو ڪيو ته کين انصاف ڏنو وڃي ۽ ذميوارن خلاف ڪارروائي ڪئي وڃي. [802,1281,917,1368]
article-text: ڪراچي(نمائندو) شهر ۾ عوام جي مسئلن بابت احتجاج ڪيو ويو، انتظاميا کي ڪيترا ئي ڀيرا درخواستون ڏنيون ويون پر ڪو به عمل نه ڪيو ويو، متاثرين مطالبو ڪيو ته کين انصاف ڏنو وڃي ۽ ذميوارن خلاف ڪارروائي ڪئي وڃي. [437,25,548,111]
article-text: ڪراچي(نمائندو) شهر ۾ عوام جي مسئلن بابت احتجاج ڪيو ويو، انتظاميا کي ڪيترا ئي ڀيرا درخواستون ڏنيون ويون پر ڪو به عمل نه ڪيو ويو، متاثرين مطالبو ڪيو ته کين انصاف ڏنو وڃي ۽ ذميوارن خلاف ڪارروائي ڪئي وڃي. [556,235,794,277]
article-text: ڪراچي(نمائندو) شهر ۾ عوام جي مسئلن بابت احتجاج ڪيو ويو، انتظاميا کي ڪيترا ئي ڀيرا درخواستون ڏنيون ويون پر ڪو به عمل نه ڪيو ويو، متاثرين مطالبو ڪيو ته کين انصاف ڏنو وڃي ۽ ذميوارن خلاف ڪارروائي ڪئي وڃي. [925,1046,1032,1133]
article-text: ڪراچي(نمائندو) شهر ۾ عوام جي مسئلن بابت احتجاج ڪيو ويو، انتظاميا کي ڪيترا ئي ڀيرا درخواستون ڏنيون ويون پر ڪو به عمل نه ڪيو ويو، متاثرين مطالبو ڪيو ته کين انصاف ڏنو وڃي ۽ ذميوارن خلاف ڪارروائي ڪئي وڃي. [556,890,794,932]
subheadline: ڳوٺ تعمير ڪرير ڇلائي واسي غلام اصغر وسان اريسٽ وسان ۽ ٻين احتجاج ڪيو [3,367,429,382]
article-text: ڪراچي(نمائندو) شهر ۾ عوام جي مسئلن بابت احتجاج ڪيو ويو، انتظاميا کي ڪيترا ئي ڀيرا درخواستون ڏنيون ويون پر ڪو به عمل نه ڪيو ويو، متاثرين مطالبو ڪيو ته کين انصاف ڏنو وڃي ۽ ذميوارن خلاف ڪارروائي ڪئي وڃي. [1040,548,1147,635]
article-text: ڪراچي(نمائندو) شهر ۾ عوام جي مسئلن بابت احتجاج ڪيو ويو، انتظاميا کي ڪيترا ئي ڀيرا درخواستون ڏنيون ويون پر ڪو به عمل نه ڪيو ويو، متاثرين مطالبو ڪيو ته کين انصاف ڏنو وڃي ۽ ذميوارن خلاف ڪارروائي ڪئي وڃي. [437,1697,548,1783]
article-text: ڪراچي(نمائندو) شهر ۾ عوام جي مسئلن بابت احتجاج ڪيو ويو، انتظاميا کي ڪيترا ئي ڀيرا درخواستون ڏنيون ويون پر ڪو به عمل نه ڪيو ويو، متاثرين مطالبو ڪيو ته کين انصاف ڏنو وڃي ۽ ذميوارن خلاف ڪارروائي ڪئي وڃي. [925,226,1032,313]
article-text: ڪراچي(نمائندو) شهر ۾ عوام جي مسئلن بابت احتجاج ڪيو ويو، انتظاميا کي ڪيترا ئي ڀيرا درخواستون ڏنيون ويون پر ڪو به عمل نه ڪيو ويو، متاثرين مطالبو ڪيو ته کين انصاف ڏنو وڃي ۽ ذميوارن خلاف ڪارروائي ڪئي وڃي. [556,846,794,888]
article-text: ڪراچي(نمائندو) شهر ۾ عوام جي مسئلن بابت احتجاج ڪيو ويو، انتظاميا کي ڪيترا ئي ڀيرا درخواستون ڏنيون ويون پر ڪو به عمل نه ڪيو ويو، متاثرين مطالبو ڪيو ته کين انصاف ڏنو وڃي ۽ ذميوارن خلاف ڪارروائي ڪئي وڃي. [802,548,917,635]
section-tag: ٿٽو [1040,439,1147,456]
article-text: ڪراچي(نمائندو) شهر ۾ عوام جي مسئلن بابت احتجاج ڪيو ويو، انتظاميا کي ڪيترا ئي ڀيرا درخواستون ڏنيون ويون پر ڪو به عمل نه ڪيو ويو، متاثرين مطالبو ڪيو ته کين انصاف ڏنو وڃي ۽ ذميوارن خلاف ڪارروائي ڪئي وڃي. [3,871,429,891]
headline: ڪيرو ۾ چورين جي وارداتن ۾ اضافو، پوليس خاموش [3,679,429,706]
